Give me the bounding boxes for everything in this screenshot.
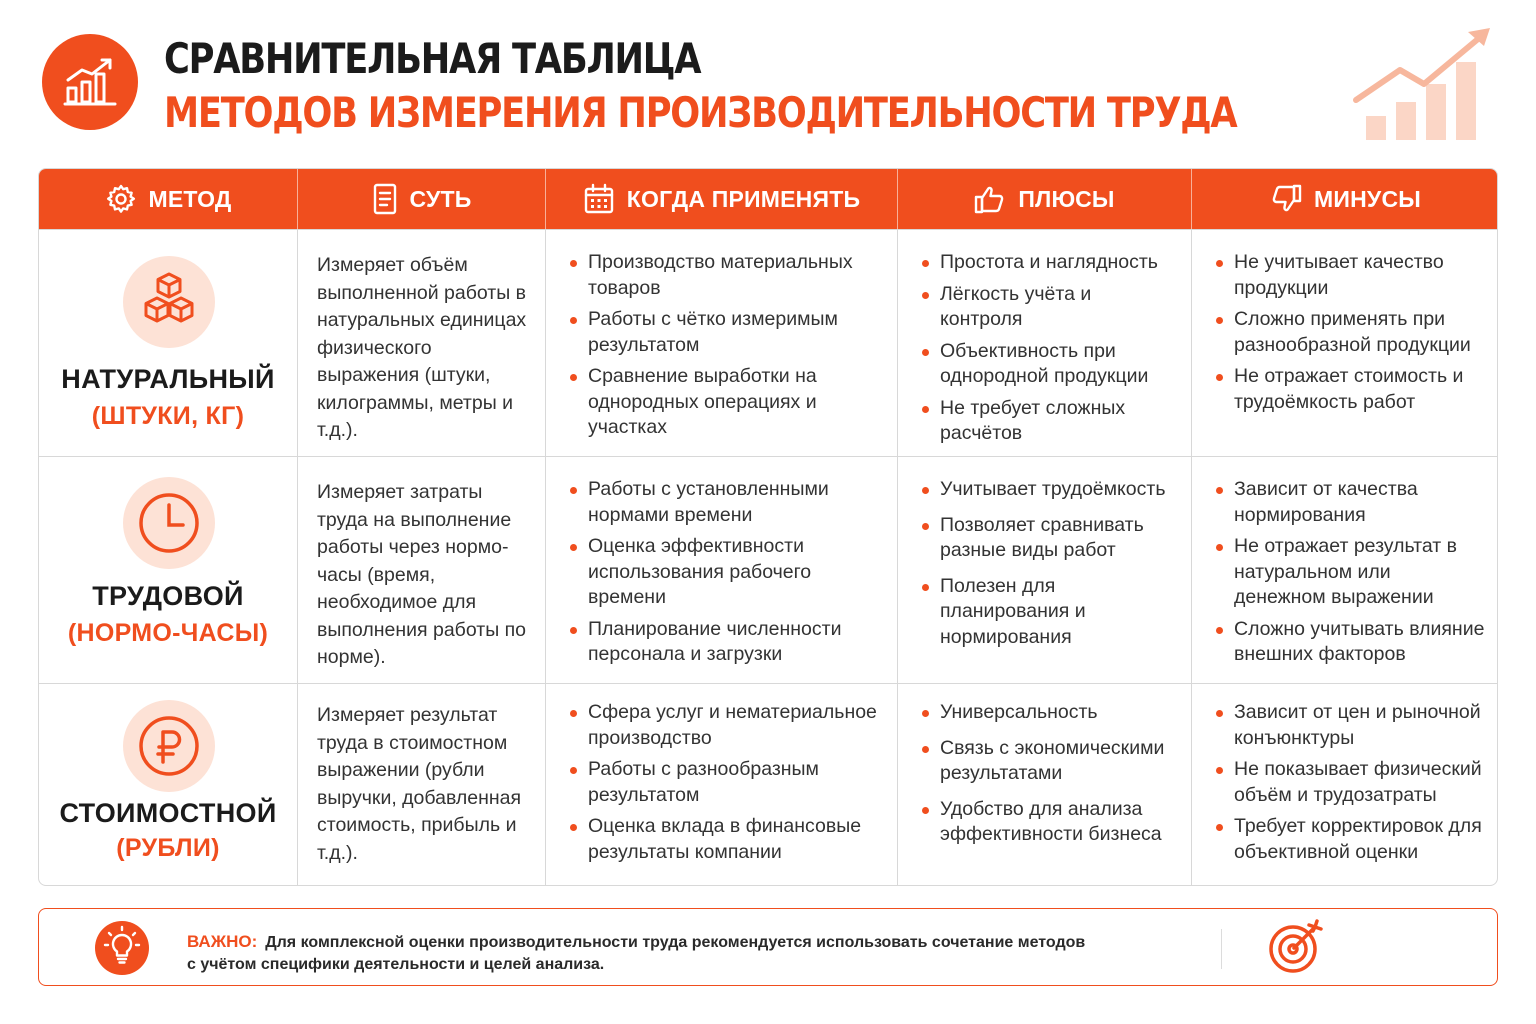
- table-row-labor: [39, 456, 1497, 683]
- lightbulb-icon: [95, 921, 149, 975]
- column-header-label: КОГДА ПРИМЕНЯТЬ: [626, 185, 861, 212]
- column-header-label: МЕТОД: [148, 185, 232, 212]
- list-item: Зависит от качества нормирования: [1214, 477, 1485, 528]
- method-icon-badge: [123, 477, 215, 569]
- boxes-icon: [123, 256, 215, 348]
- ruble-icon: [123, 700, 215, 792]
- note-text: [187, 931, 1085, 976]
- pros-cell: [898, 457, 1192, 683]
- title-line-1: СРАВНИТЕЛЬНАЯ ТАБЛИЦА: [164, 34, 701, 83]
- method-name: СТОИМОСТНОЙ: [59, 798, 277, 828]
- method-icon-badge: [123, 256, 215, 348]
- gear-icon: [105, 183, 137, 215]
- comparison-table: [38, 168, 1498, 886]
- list-item: Учитывает трудоёмкость: [920, 477, 1177, 503]
- method-unit: (ШТУКИ, КГ): [91, 402, 245, 430]
- list-item: Сложно применять при разнообразной продукции: [1214, 307, 1485, 358]
- column-header-label: МИНУСЫ: [1314, 185, 1421, 212]
- method-cell: [39, 230, 298, 456]
- method-cell: [39, 457, 298, 683]
- note-label: ВАЖНО:: [187, 932, 258, 951]
- list-item: Удобство для анализа эффективности бизнеса: [920, 797, 1177, 848]
- list-item: Производство материальных товаров: [568, 250, 883, 301]
- logo-badge: [42, 34, 138, 130]
- list-item: Оценка вклада в финансовые результаты компании: [568, 814, 883, 865]
- list-item: Сфера услуг и нематериальное производство: [568, 700, 883, 751]
- when-cell: [546, 684, 898, 886]
- growth-chart-icon: [62, 54, 118, 110]
- column-header-label: ПЛЮСЫ: [1018, 185, 1115, 212]
- table-row-value: [39, 683, 1497, 886]
- method-icon-badge: [123, 700, 215, 792]
- table-row-natural: [39, 229, 1497, 456]
- table-header: [39, 169, 1497, 229]
- method-name: НАТУРАЛЬНЫЙ: [61, 364, 275, 394]
- document-icon: [372, 183, 398, 215]
- cons-cell: [1192, 684, 1498, 886]
- list-item: Не отражает результат в натуральном или денежном выражении: [1214, 534, 1485, 611]
- target-icon: [1267, 919, 1327, 975]
- when-cell: [546, 230, 898, 456]
- clock-icon: [123, 477, 215, 569]
- list-item: Требует корректировок для объективной оценки: [1214, 814, 1485, 865]
- thumbs-up-icon: [974, 183, 1006, 215]
- list-item: Работы с разнообразным результатом: [568, 757, 883, 808]
- list-item: Лёгкость учёта и контроля: [920, 282, 1177, 333]
- column-header-method: [39, 169, 298, 229]
- method-description: Измеряет объём выполненной работы в натуральных единицах физического выражения (штуки, килограммы, метры и т.д.).: [317, 254, 527, 441]
- note-divider: [1221, 929, 1222, 969]
- note-line-2: с учётом специфики деятельности и целей анализа.: [187, 956, 605, 973]
- cons-cell: [1192, 457, 1498, 683]
- description-cell: [298, 684, 546, 886]
- column-header-essence: [298, 169, 546, 229]
- list-item: Работы с установленными нормами времени: [568, 477, 883, 528]
- calendar-icon: [583, 183, 615, 215]
- column-header-pros: [898, 169, 1192, 229]
- list-item: Простота и наглядность: [920, 250, 1177, 276]
- thumbs-down-icon: [1270, 183, 1302, 215]
- list-item: Сравнение выработки на однородных операциях и участках: [568, 364, 883, 441]
- list-item: Оценка эффективности использования рабочего времени: [568, 534, 883, 611]
- list-item: Универсальность: [920, 700, 1177, 726]
- list-item: Не показывает физический объём и трудозатраты: [1214, 757, 1485, 808]
- description-cell: [298, 457, 546, 683]
- rising-bar-chart-icon: [1350, 24, 1500, 144]
- method-description: Измеряет результат труда в стоимостном выражении (рубли выручки, добавленная стоимость, прибыль и т.д.).: [317, 704, 522, 864]
- note-line-1: Для комплексной оценки производительности труда рекомендуется использовать сочетание методов: [265, 934, 1086, 951]
- list-item: Планирование численности персонала и загрузки: [568, 617, 883, 668]
- column-header-label: СУТЬ: [409, 185, 472, 212]
- list-item: Работы с чётко измеримым результатом: [568, 307, 883, 358]
- method-description: Измеряет затраты труда на выполнение работы через нормо-часы (время, необходимое для выполнения работы по норме).: [317, 481, 527, 668]
- list-item: Полезен для планирования и нормирования: [920, 574, 1177, 651]
- title-line-2: МЕТОДОВ ИЗМЕРЕНИЯ ПРОИЗВОДИТЕЛЬНОСТИ ТРУДА: [164, 88, 1237, 137]
- method-unit: (РУБЛИ): [116, 834, 220, 862]
- pros-cell: [898, 684, 1192, 886]
- list-item: Сложно учитывать влияние внешних факторов: [1214, 617, 1485, 668]
- pros-cell: [898, 230, 1192, 456]
- method-name: ТРУДОВОЙ: [92, 581, 244, 611]
- list-item: Не отражает стоимость и трудоёмкость работ: [1214, 364, 1485, 415]
- note-icon-badge: [95, 921, 149, 975]
- description-cell: [298, 230, 546, 456]
- list-item: Не учитывает качество продукции: [1214, 250, 1485, 301]
- column-header-when: [546, 169, 898, 229]
- column-header-cons: [1192, 169, 1498, 229]
- list-item: Связь с экономическими результатами: [920, 736, 1177, 787]
- method-unit: (НОРМО-ЧАСЫ): [67, 619, 269, 647]
- important-note: [38, 908, 1498, 986]
- method-cell: [39, 684, 298, 886]
- cons-cell: [1192, 230, 1498, 456]
- when-cell: [546, 457, 898, 683]
- header: [40, 30, 1500, 150]
- list-item: Зависит от цен и рыночной конъюнктуры: [1214, 700, 1485, 751]
- list-item: Позволяет сравнивать разные виды работ: [920, 513, 1177, 564]
- list-item: Не требует сложных расчётов: [920, 396, 1177, 447]
- list-item: Объективность при однородной продукции: [920, 339, 1177, 390]
